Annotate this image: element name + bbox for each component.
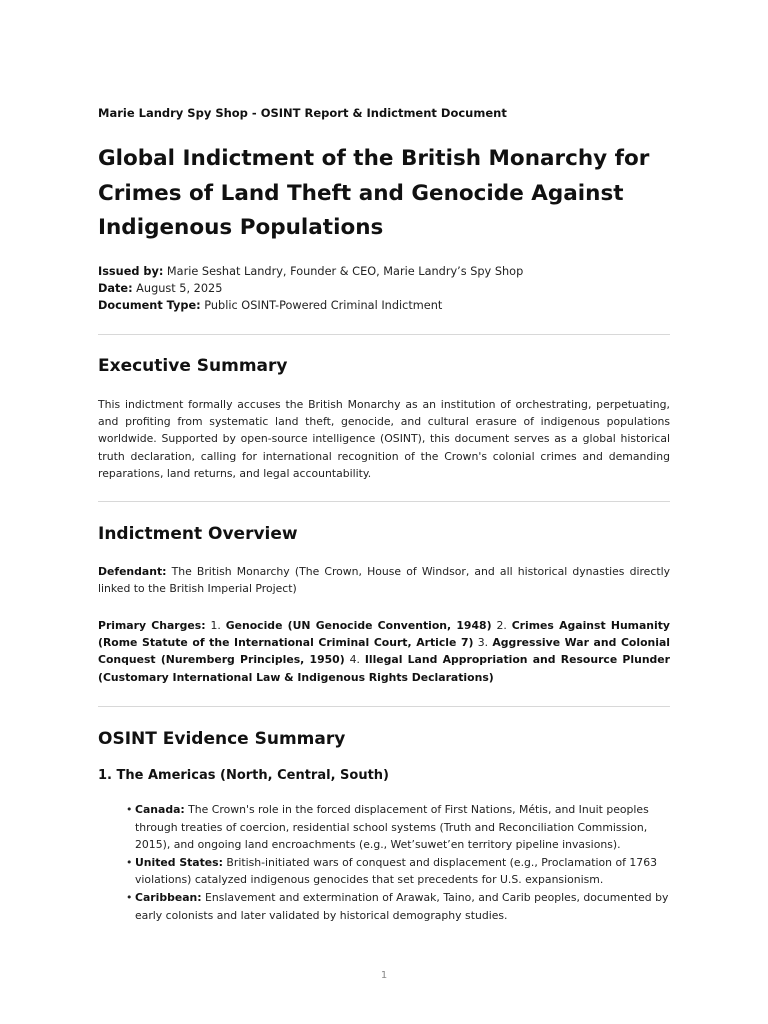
section-divider	[98, 334, 670, 335]
primary-charges-paragraph	[98, 617, 670, 686]
evidence-text: Enslavement and extermination of Arawak, Taino, and Carib peoples, documented by early colonists and later validated by historical demography studies.	[135, 890, 669, 922]
evidence-label: United States:	[135, 855, 223, 869]
osint-evidence-heading: OSINT Evidence Summary	[98, 729, 346, 749]
charge-number: 2.	[491, 619, 512, 632]
executive-summary-body: This indictment formally accuses the British Monarchy as an institution of orchestrating, perpetuating, and profiting from systematic land theft, genocide, and cultural erasure of indigenous populations worldwide. Supported by open-source intelligence (OSINT), this document serves as a global historical truth declaration, calling for international recognition of the Crown's colonial crimes and demanding reparations, land returns, and legal accountability.	[98, 398, 670, 480]
americas-evidence-list	[126, 801, 672, 924]
list-item	[126, 854, 672, 889]
list-item	[126, 889, 672, 924]
section-divider	[98, 501, 670, 502]
charge-text: Genocide (UN Genocide Convention, 1948)	[225, 619, 492, 632]
meta-date-value: August 5, 2025	[132, 282, 223, 295]
executive-summary-heading: Executive Summary	[98, 356, 288, 376]
charge-text: Crimes Against Humanity (Rome Statute of the International Criminal Court, Article 7)	[98, 619, 670, 650]
meta-type-label: Document Type:	[98, 299, 201, 312]
meta-date	[98, 280, 523, 297]
list-item	[126, 801, 672, 854]
meta-type-value: Public OSINT-Powered Criminal Indictment	[200, 299, 443, 312]
evidence-label: Caribbean:	[135, 890, 202, 904]
bullet-icon: •	[126, 855, 133, 869]
meta-issued-by-label: Issued by:	[98, 265, 164, 278]
bullet-icon: •	[126, 803, 133, 816]
charge-number: 4.	[344, 653, 365, 667]
document-title: Global Indictment of the British Monarchy for Crimes of Land Theft and Genocide Against Indigenous Populations	[98, 146, 650, 240]
meta-date-label: Date:	[98, 282, 133, 295]
evidence-label: Canada:	[135, 803, 185, 816]
evidence-text: British-initiated wars of conquest and displacement (e.g., Proclamation of 1763 violations) catalyzed indigenous genocides that set precedents for U.S. expansionism.	[135, 855, 657, 887]
defendant-label: Defendant:	[98, 565, 167, 578]
meta-issued-by-value: Marie Seshat Landry, Founder & CEO, Marie Landry’s Spy Shop	[163, 265, 524, 278]
bullet-icon: •	[126, 890, 133, 904]
charge-number: 3.	[473, 636, 493, 650]
charges-label: Primary Charges:	[98, 619, 206, 632]
indictment-overview-heading: Indictment Overview	[98, 524, 298, 544]
page-number: 1	[380, 970, 388, 981]
charge-text: Aggressive War and Colonial Conquest (Nuremberg Principles, 1950)	[98, 636, 670, 667]
defendant-paragraph	[98, 563, 670, 597]
americas-subheading: 1. The Americas (North, Central, South)	[98, 768, 389, 783]
document-header: Marie Landry Spy Shop - OSINT Report & Indictment Document	[98, 106, 507, 120]
document-meta	[98, 263, 523, 314]
charge-number: 1.	[205, 619, 226, 632]
charge-text: Illegal Land Appropriation and Resource Plunder (Customary International Law & Indigenous Rights Declarations)	[98, 653, 670, 684]
defendant-value: The British Monarchy (The Crown, House of Windsor, and all historical dynasties directly linked to the British Imperial Project)	[98, 565, 670, 596]
evidence-text: The Crown's role in the forced displacement of First Nations, Métis, and Inuit peoples through treaties of coercion, residential school systems (Truth and Reconciliation Commission, 2015), and ongoing land encroachments (e.g., Wet’suwet’en territory pipeline invasions).	[135, 803, 649, 852]
meta-issued-by	[98, 263, 523, 280]
meta-document-type	[98, 297, 523, 314]
section-divider	[98, 706, 670, 707]
